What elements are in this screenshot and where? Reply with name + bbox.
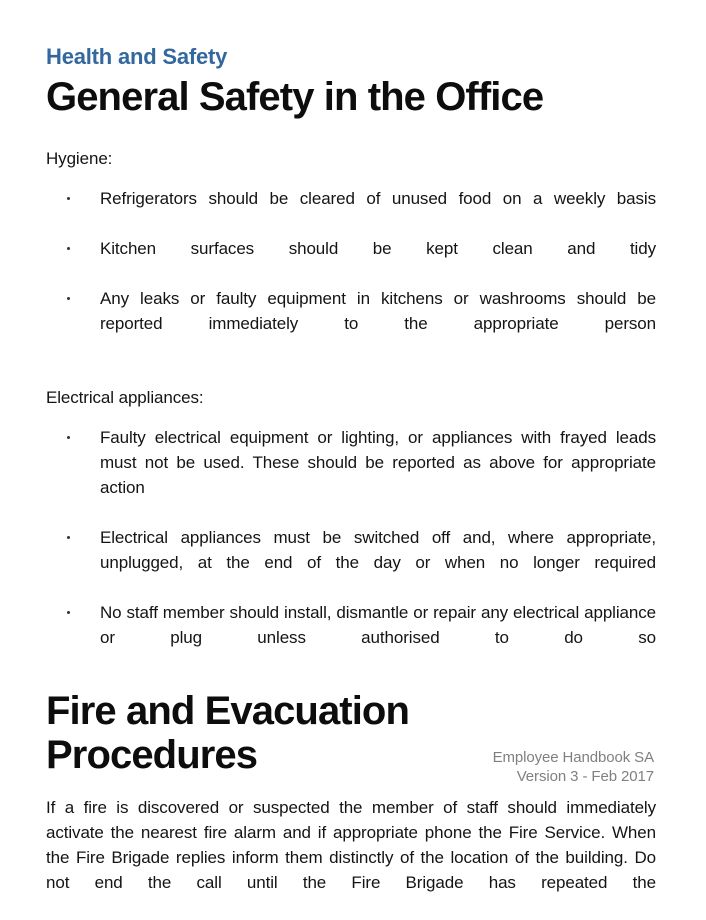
bullet-dot-icon [67,436,70,439]
document-eyebrow: Health and Safety [46,44,228,69]
section-heading-fire-evacuation: Fire and Evacuation Procedures [46,689,409,777]
list-item-text: Refrigerators should be cleared of unused food on a weekly basis [100,189,656,208]
section-hygiene [46,148,656,361]
list-item-text: Electrical appliances must be switched off and, where appropriate, unplugged, at the end of the day or when no longer required [100,528,656,572]
fire-procedures-paragraph: If a fire is discovered or suspected the member of staff should immediately activate the nearest fire alarm and if appropriate phone the Fire Service. When the Fire Brigade replies inform them distinctly of the location of the building. Do not end the call until the Fire Brigade has repeated the [46,798,656,892]
list-item-text: No staff member should install, dismantle or repair any electrical appliance or plug unless authorised to do so [100,603,656,647]
page-title: General Safety in the Office [46,75,544,119]
electrical-bullet-list [46,425,656,675]
section-electrical-appliances [46,387,656,675]
list-item [46,186,656,236]
list-item [46,425,656,525]
list-item [46,286,656,361]
page-footer [493,748,654,786]
footer-handbook-name: Employee Handbook SA [492,749,654,766]
list-item-text: Kitchen surfaces should be kept clean and tidy [100,239,656,258]
hygiene-label: Hygiene: [46,149,113,168]
bullet-dot-icon [67,611,70,614]
bullet-dot-icon [67,247,70,250]
list-item-text: Faulty electrical equipment or lighting, or appliances with frayed leads must not be used. These should be reported as above for appropriate action [100,428,656,497]
document-content [46,44,656,920]
list-item [46,600,656,675]
hygiene-bullet-list [46,186,656,361]
electrical-label: Electrical appliances: [46,388,204,407]
bullet-dot-icon [67,297,70,300]
list-item-text: Any leaks or faulty equipment in kitchens or washrooms should be reported immediately to the appropriate person [100,289,656,333]
list-item [46,525,656,600]
footer-version: Version 3 - Feb 2017 [516,768,654,785]
bullet-dot-icon [67,536,70,539]
bullet-dot-icon [67,197,70,200]
list-item [46,236,656,286]
